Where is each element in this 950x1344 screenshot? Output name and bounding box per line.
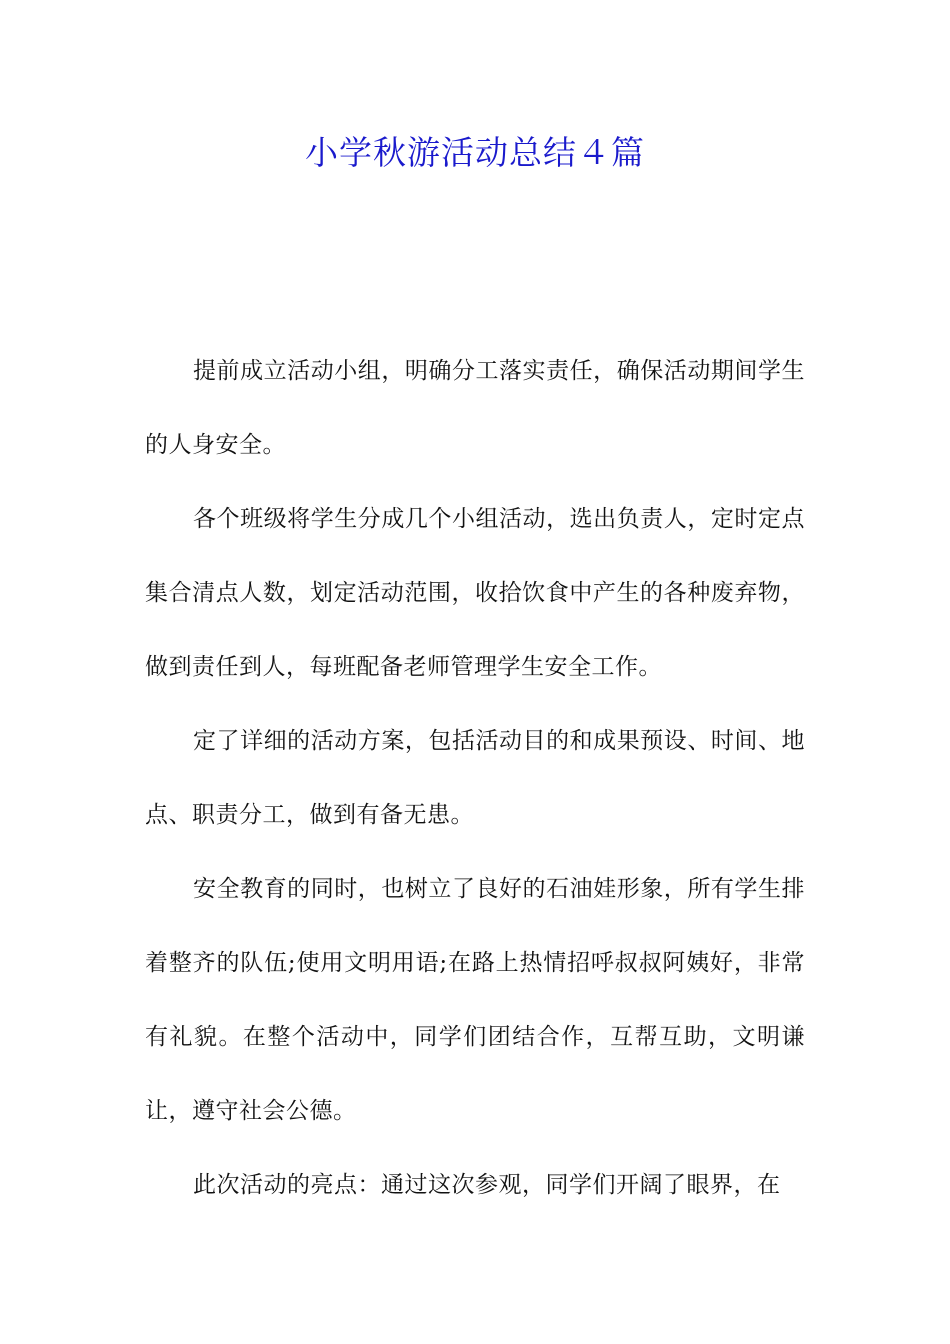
- paragraph: 定了详细的活动方案，包括活动目的和成果预设、时间、地点、职责分工，做到有备无患。: [145, 728, 805, 828]
- document-title: 小学秋游活动总结４篇: [305, 133, 645, 172]
- paragraph: 提前成立活动小组，明确分工落实责任，确保活动期间学生的人身安全。: [145, 358, 805, 458]
- paragraph: 安全教育的同时，也树立了良好的石油娃形象，所有学生排着整齐的队伍;使用文明用语;在路上热情招呼叔叔阿姨好，非常有礼貌。在整个活动中，同学们团结合作，互帮互助，文明谦让，遵守社会公德。: [145, 876, 805, 1124]
- paragraph: 此次活动的亮点：通过这次参观，同学们开阔了眼界，在: [193, 1172, 781, 1198]
- document-body: [145, 334, 805, 1222]
- paragraph: 各个班级将学生分成几个小组活动，选出负责人，定时定点集合清点人数，划定活动范围，收拾饮食中产生的各种废弃物，做到责任到人，每班配备老师管理学生安全工作。: [145, 506, 805, 680]
